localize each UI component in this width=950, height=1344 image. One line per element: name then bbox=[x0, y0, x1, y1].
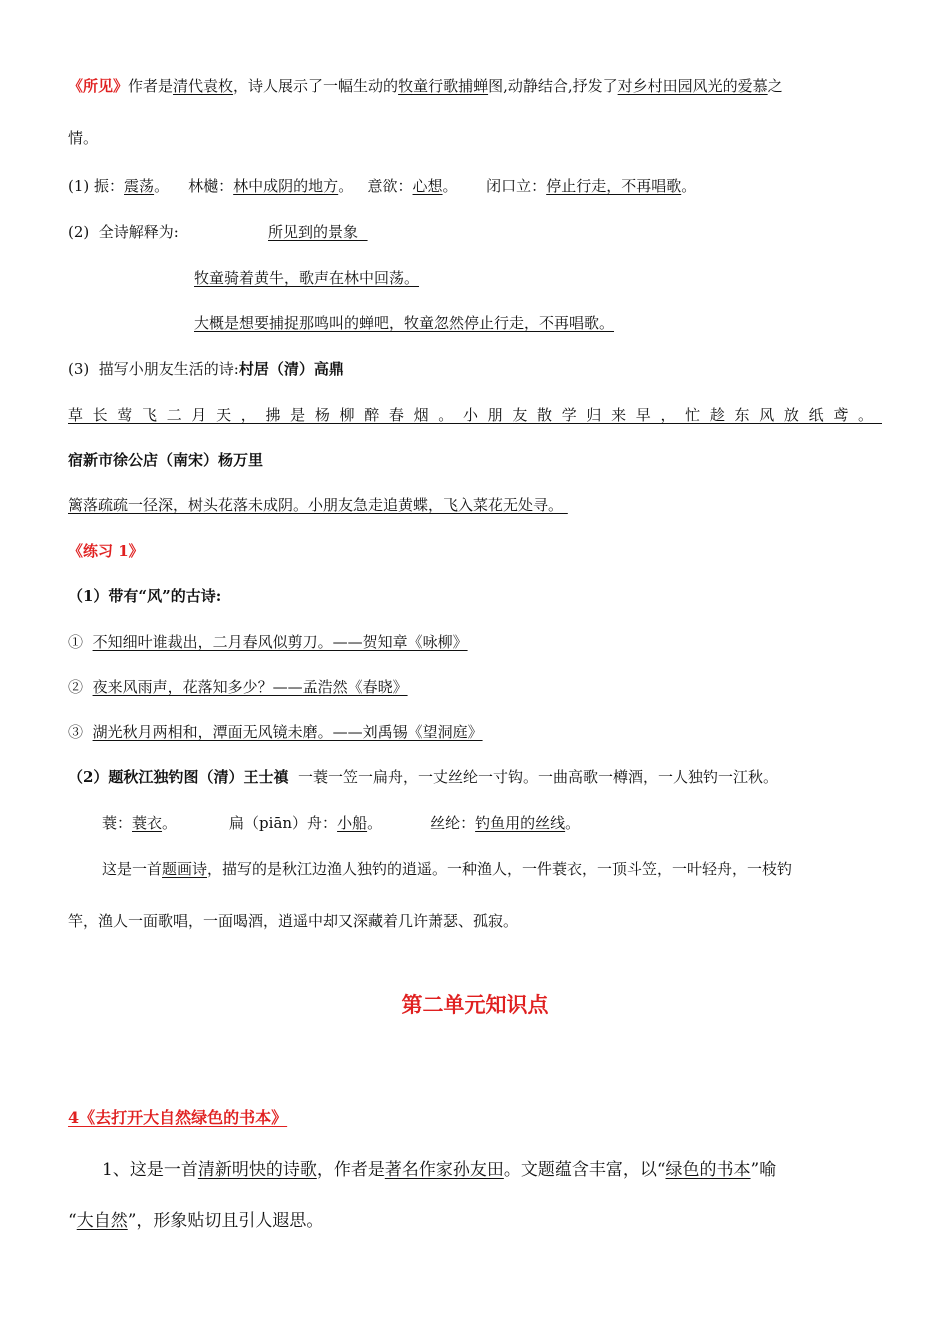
explain-line-1: 所见到的景象 bbox=[268, 223, 359, 241]
explain-line-2: 牧童骑着黄牛，歌声在林中回荡。 bbox=[194, 269, 420, 287]
explain-line-3: 大概是想要捕捉那鸣叫的蝉吧，牧童忽然停止行走，不再唱歌。 bbox=[194, 314, 615, 332]
suojian-title: 《所见》 bbox=[68, 77, 129, 95]
exercise-paragraph-line-1: 这是一首题画诗，描写的是秋江边渔人独钓的逍遥。一种渔人，一件蓑衣，一顶斗笠，一叶轻舟，一枝钓 bbox=[102, 860, 793, 878]
list-item: ① 不知细叶谁裁出，二月春风似剪刀。——贺知章《咏柳》 bbox=[68, 633, 468, 651]
list-item: ③ 湖光秋月两相和，潭面无风镜未磨。——刘禹锡《望洞庭》 bbox=[68, 723, 483, 741]
exercise-q1: （1）带有“风”的古诗: bbox=[68, 587, 222, 605]
poem2-text: 篱落疏疏一径深，树头花落未成阴。小朋友急走追黄蝶，飞入菜花无处寻。 bbox=[68, 496, 564, 514]
lesson4-title: 4《去打开大自然绿色的书本》 bbox=[68, 1108, 288, 1127]
exercise-glossary: 蓑：蓑衣。 扁（piān）舟：小船。 丝纶：钓鱼用的丝线。 bbox=[102, 814, 581, 832]
children-poems-label: (3) 描写小朋友生活的诗:村居（清）高鼎 bbox=[68, 360, 344, 378]
exercise-q2: （2）题秋江独钓图（清）王士禛 一蓑一笠一扁舟，一丈丝纶一寸钩。一曲高歌一樽酒，一人独钓一江秋。 bbox=[68, 768, 779, 786]
poem1-title: 村居（清）高鼎 bbox=[238, 360, 344, 378]
exercise-paragraph-line-2: 竿，渔人一面歌唱，一面喝酒，逍遥中却又深藏着几许萧瑟、孤寂。 bbox=[68, 912, 519, 930]
suojian-intro: 《所见》作者是清代袁枚，诗人展示了一幅生动的牧童行歌捕蝉图,动静结合,抒发了对乡村田园风光的爱慕之 bbox=[68, 77, 783, 95]
explain-label: (2) 全诗解释为: bbox=[68, 223, 179, 241]
list-item: ② 夜来风雨声，花落知多少？——孟浩然《春晓》 bbox=[68, 678, 408, 696]
poem1-text: 草长莺飞二月天，拂是杨柳醉春烟。小朋友散学归来早，忙趁东风放纸鸢。 bbox=[68, 406, 882, 424]
lesson4-line-1: 1、这是一首清新明快的诗歌，作者是著名作家孙友田。文题蕴含丰富，以“绿色的书本”喻 bbox=[102, 1160, 777, 1180]
suojian-intro-end: 情。 bbox=[68, 129, 99, 147]
suojian-author: 清代袁枚 bbox=[173, 77, 234, 95]
poem2-title: 宿新市徐公店（南宋）杨万里 bbox=[68, 451, 264, 469]
lesson4-line-2: “大自然”，形象贴切且引人遐思。 bbox=[68, 1211, 324, 1231]
q2-poem-title: （2）题秋江独钓图（清）王士禛 bbox=[68, 768, 289, 786]
unit2-heading: 第二单元知识点 bbox=[401, 992, 549, 1017]
exercise-title: 《练习 1》 bbox=[68, 542, 144, 560]
word-meanings: (1) 振：震荡。 林樾：林中成阴的地方。 意欲：心想。 闭口立：停止行走，不再唱歌。 bbox=[68, 177, 697, 195]
